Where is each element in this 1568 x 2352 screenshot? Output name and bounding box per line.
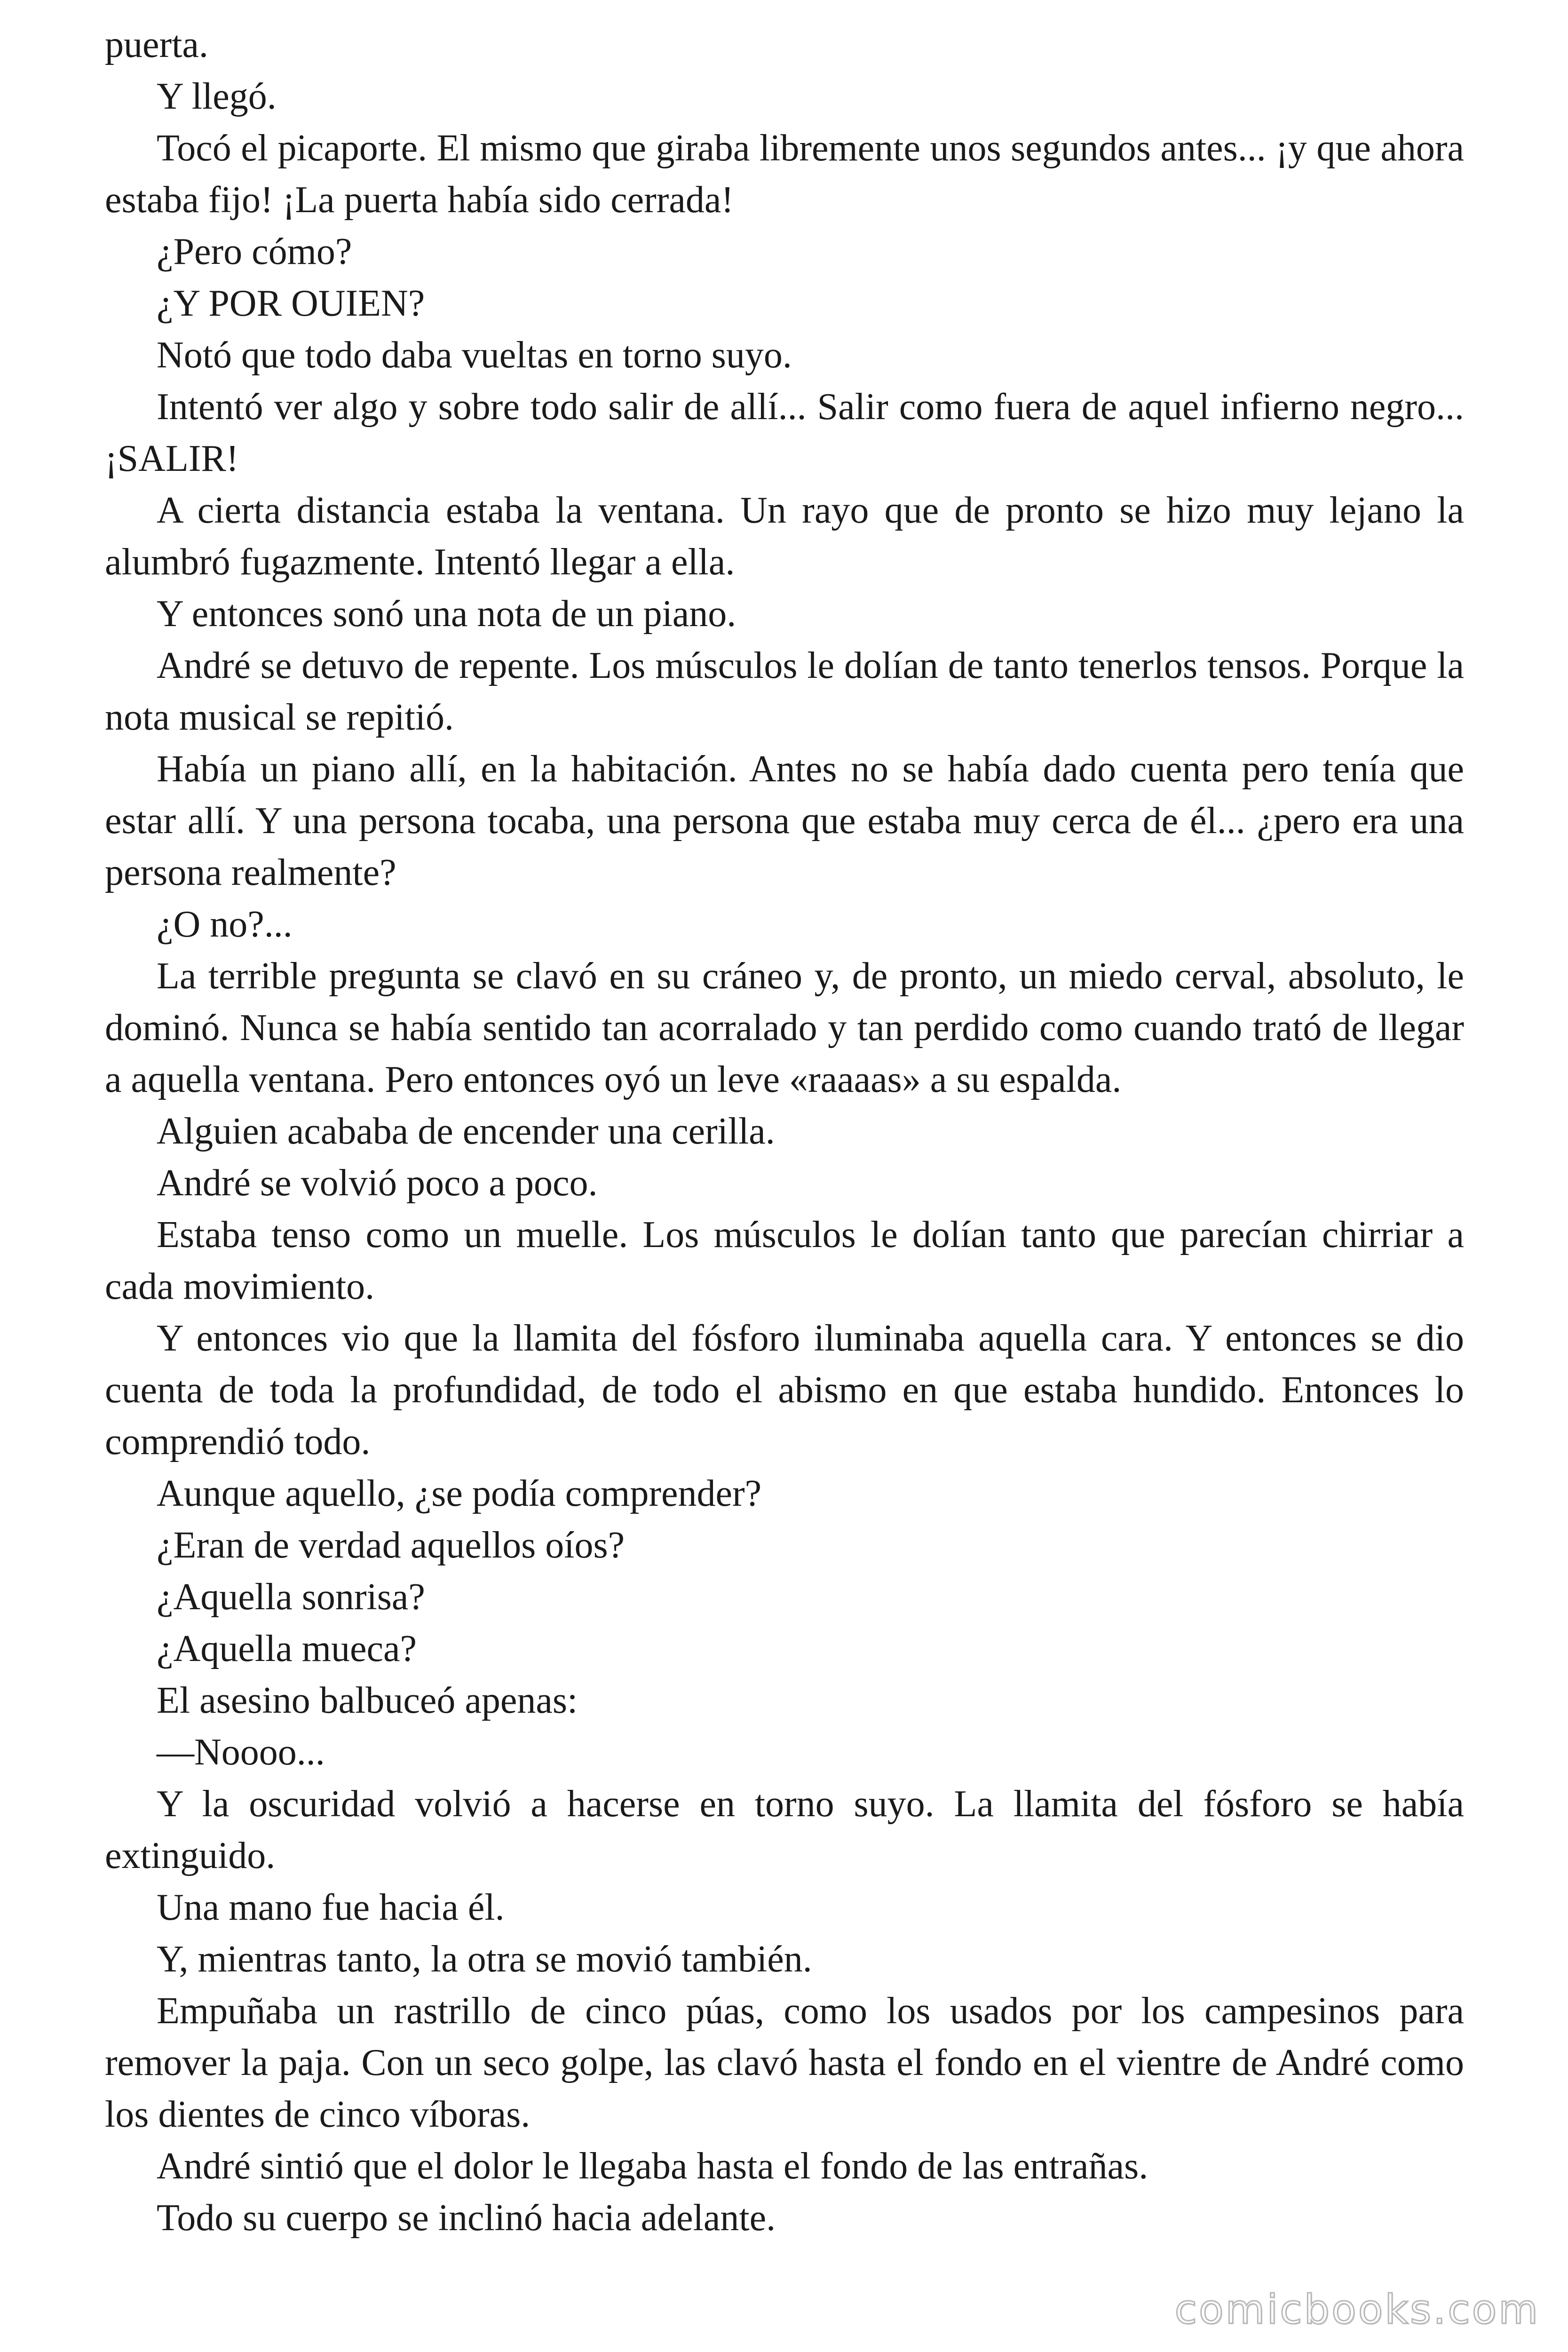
paragraph: Alguien acababa de encender una cerilla.: [157, 1111, 775, 1152]
paragraph: André sintió que el dolor le llegaba hasta el fondo de las entrañas.: [157, 2145, 1148, 2187]
paragraph: Y llegó.: [157, 76, 277, 117]
paragraph: Y entonces sonó una nota de un piano.: [157, 593, 736, 635]
paragraph: Había un piano allí, en la habitación. Antes no se había dado cuenta pero tenía que estar allí. Y una persona tocaba, una persona que estaba muy cerca de él... ¿pero era una persona realmente?: [105, 748, 1464, 893]
paragraph: ¿Aquella mueca?: [157, 1628, 417, 1669]
paragraph: A cierta distancia estaba la ventana. Un rayo que de pronto se hizo muy lejano la alumbró fugazmente. Intentó llegar a ella.: [105, 490, 1464, 583]
paragraph: André se volvió poco a poco.: [157, 1162, 598, 1204]
paragraph: ¿Pero cómo?: [157, 231, 352, 272]
paragraph: Y la oscuridad volvió a hacerse en torno suyo. La llamita del fósforo se había extinguido.: [105, 1783, 1464, 1876]
paragraph: Una mano fue hacia él.: [157, 1887, 505, 1928]
paragraph: Aunque aquello, ¿se podía comprender?: [157, 1473, 762, 1514]
paragraph: ¿Eran de verdad aquellos oíos?: [157, 1525, 625, 1566]
paragraph: ¿Y POR OUIEN?: [157, 283, 425, 324]
paragraph: Tocó el picaporte. El mismo que giraba libremente unos segundos antes... ¡y que ahora estaba fijo! ¡La puerta había sido cerrada!: [105, 127, 1464, 221]
paragraph: La terrible pregunta se clavó en su cráneo y, de pronto, un miedo cerval, absoluto, le dominó. Nunca se había sentido tan acorralado y tan perdido como cuando trató de llegar a aquella ventana. Pero entonces oyó un leve «raaaas» a su espalda.: [105, 955, 1464, 1100]
watermark-logo: comicbooks.com: [1174, 2286, 1540, 2333]
paragraph: ¿O no?...: [157, 904, 293, 945]
paragraph: Y entonces vio que la llamita del fósforo iluminaba aquella cara. Y entonces se dio cuenta de toda la profundidad, de todo el abismo en que estaba hundido. Entonces lo comprendió todo.: [105, 1318, 1464, 1462]
paragraph: Notó que todo daba vueltas en torno suyo.: [157, 334, 792, 376]
paragraph: Estaba tenso como un muelle. Los músculos le dolían tanto que parecían chirriar a cada movimiento.: [105, 1214, 1464, 1307]
paragraph: Intentó ver algo y sobre todo salir de allí... Salir como fuera de aquel infierno negro... ¡SALIR!: [105, 386, 1464, 479]
paragraph: André se detuvo de repente. Los músculos le dolían de tanto tenerlos tensos. Porque la nota musical se repitió.: [105, 645, 1464, 738]
paragraph: Y, mientras tanto, la otra se movió también.: [157, 1939, 812, 1980]
paragraph: ¿Aquella sonrisa?: [157, 1576, 425, 1618]
paragraph: Todo su cuerpo se inclinó hacia adelante.: [157, 2197, 776, 2239]
paragraph: Empuñaba un rastrillo de cinco púas, como los usados por los campesinos para remover la paja. Con un seco golpe, las clavó hasta el fondo en el vientre de André como los dientes de cinco víboras.: [105, 1990, 1464, 2135]
paragraph: —Noooo...: [157, 1732, 325, 1773]
body-text: [105, 19, 1464, 2244]
paragraph-continuation: puerta.: [105, 24, 208, 65]
paragraph: El asesino balbuceó apenas:: [157, 1680, 578, 1721]
